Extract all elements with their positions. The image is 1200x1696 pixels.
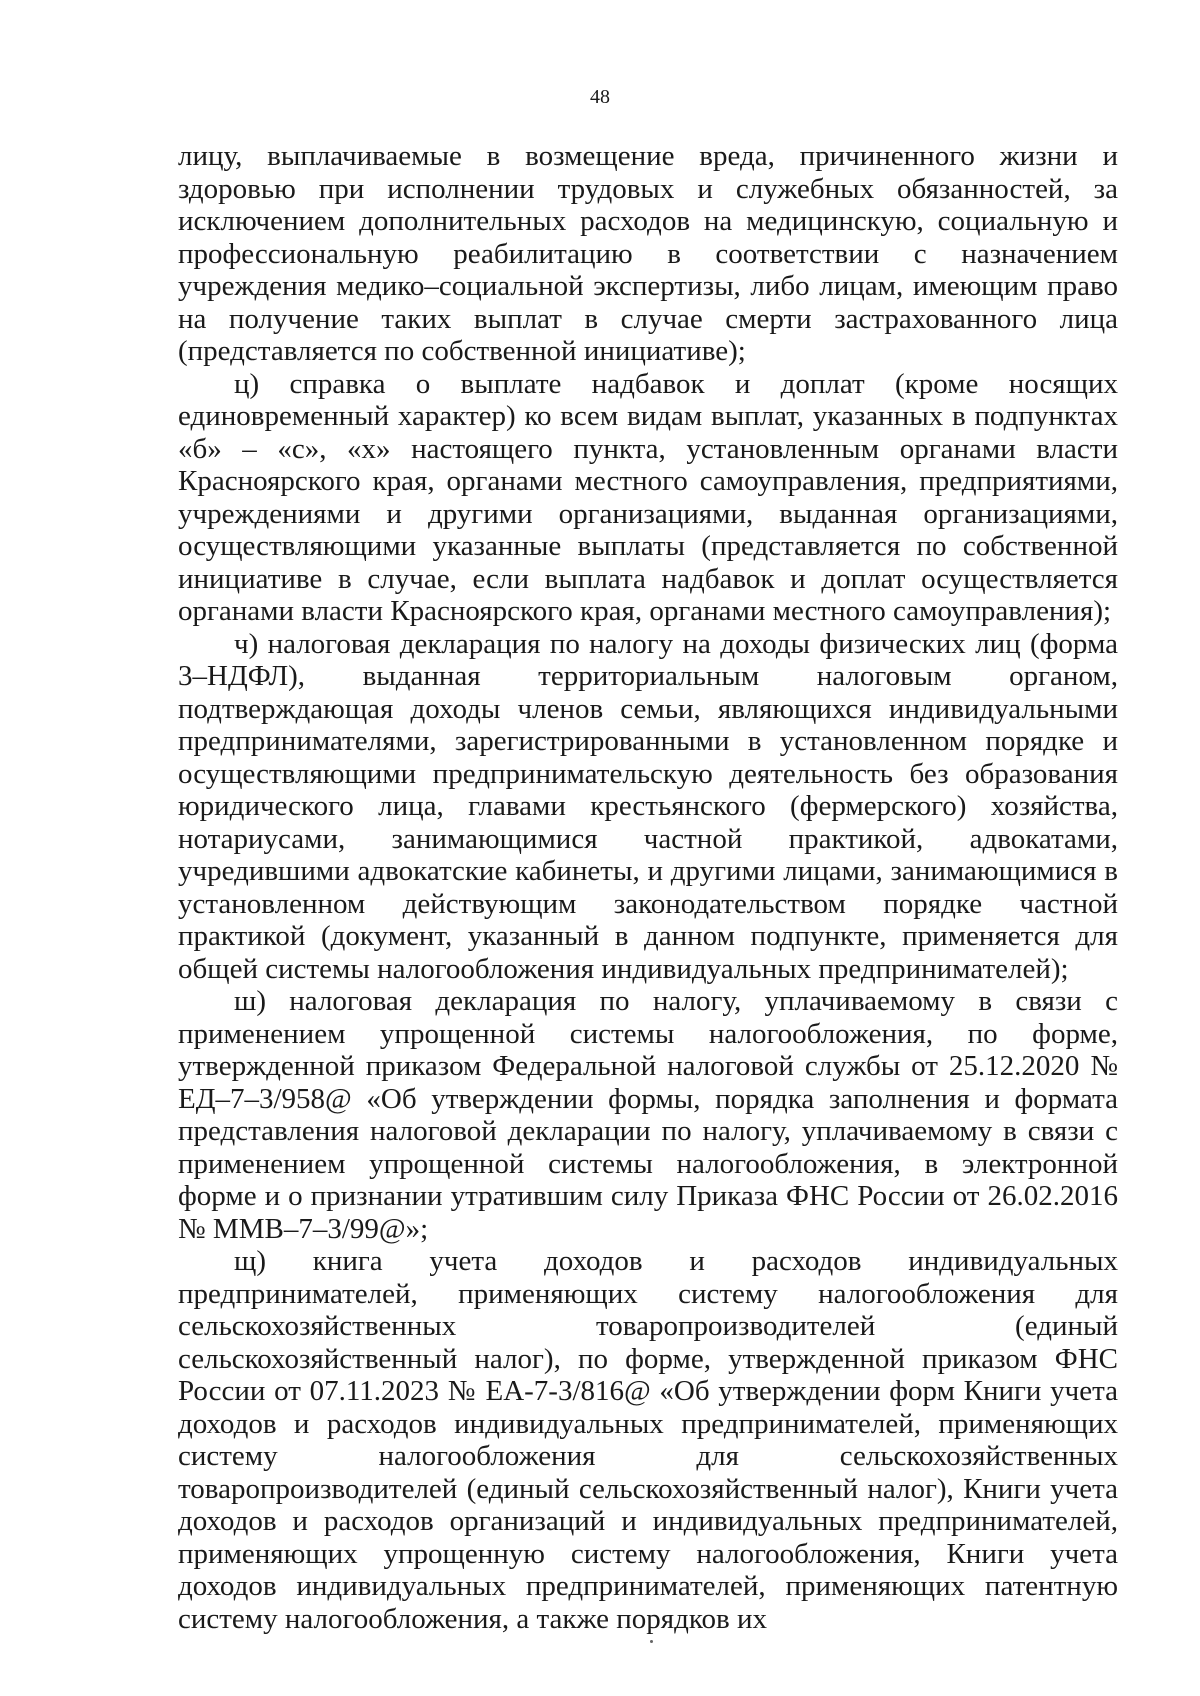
- page-number: 48: [590, 86, 610, 108]
- scan-speck: [650, 1640, 653, 1643]
- paragraph-item-shch: щ) книга учета доходов и расходов индивидуальных предпринимателей, применяющих систему налогообложения для сельскохозяйственных товаропроизводителей (единый сельскохозяйственный налог), по форме, утвержденной приказом ФНС России от 07.11.2023 № ЕА-7-3/816@ «Об утверждении форм Книги учета доходов и расходов индивидуальных предпринимателей, применяющих систему налогообложения для сельскохозяйственных товаропроизводителей (единый сельскохозяйственный налог), Книги учета доходов и расходов организаций и индивидуальных предпринимателей, применяющих упрощенную систему налогообложения, Книги учета доходов индивидуальных предпринимателей, применяющих патентную систему налогообложения, а также порядков их: [178, 1245, 1118, 1635]
- document-body: [178, 140, 1118, 1635]
- paragraph-continuation: лицу, выплачиваемые в возмещение вреда, причиненного жизни и здоровью при исполнении трудовых и служебных обязанностей, за исключением дополнительных расходов на медицинскую, социальную и профессиональную реабилитацию в соответствии с назначением учреждения медико–социальной экспертизы, либо лицам, имеющим право на получение таких выплат в случае смерти застрахованного лица (представляется по собственной инициативе);: [178, 140, 1118, 367]
- paragraph-item-ts: ц) справка о выплате надбавок и доплат (кроме носящих единовременный характер) ко всем видам выплат, указанных в подпунктах «б» – «с», «х» настоящего пункта, установленным органами власти Красноярского края, органами местного самоуправления, предприятиями, учреждениями и другими организациями, выданная организациями, осуществляющими указанные выплаты (представляется по собственной инициативе в случае, если выплата надбавок и доплат осуществляется органами власти Красноярского края, органами местного самоуправления);: [178, 367, 1118, 627]
- paragraph-item-ch: ч) налоговая декларация по налогу на доходы физических лиц (форма 3–НДФЛ), выданная территориальным налоговым органом, подтверждающая доходы членов семьи, являющихся индивидуальными предпринимателями, зарегистрированными в установленном порядке и осуществляющими предпринимательскую деятельность без образования юридического лица, главами крестьянского (фермерского) хозяйства, нотариусами, занимающимися частной практикой, адвокатами, учредившими адвокатские кабинеты, и другими лицами, занимающимися в установленном действующим законодательством порядке частной практикой (документ, указанный в данном подпункте, применяется для общей системы налогообложения индивидуальных предпринимателей);: [178, 627, 1118, 985]
- paragraph-item-sh: ш) налоговая декларация по налогу, уплачиваемому в связи с применением упрощенной системы налогообложения, по форме, утвержденной приказом Федеральной налоговой службы от 25.12.2020 № ЕД–7–3/958@ «Об утверждении формы, порядка заполнения и формата представления налоговой декларации по налогу, уплачиваемому в связи с применением упрощенной системы налогообложения, в электронной форме и о признании утратившим силу Приказа ФНС России от 26.02.2016 № ММВ–7–3/99@»;: [178, 985, 1118, 1245]
